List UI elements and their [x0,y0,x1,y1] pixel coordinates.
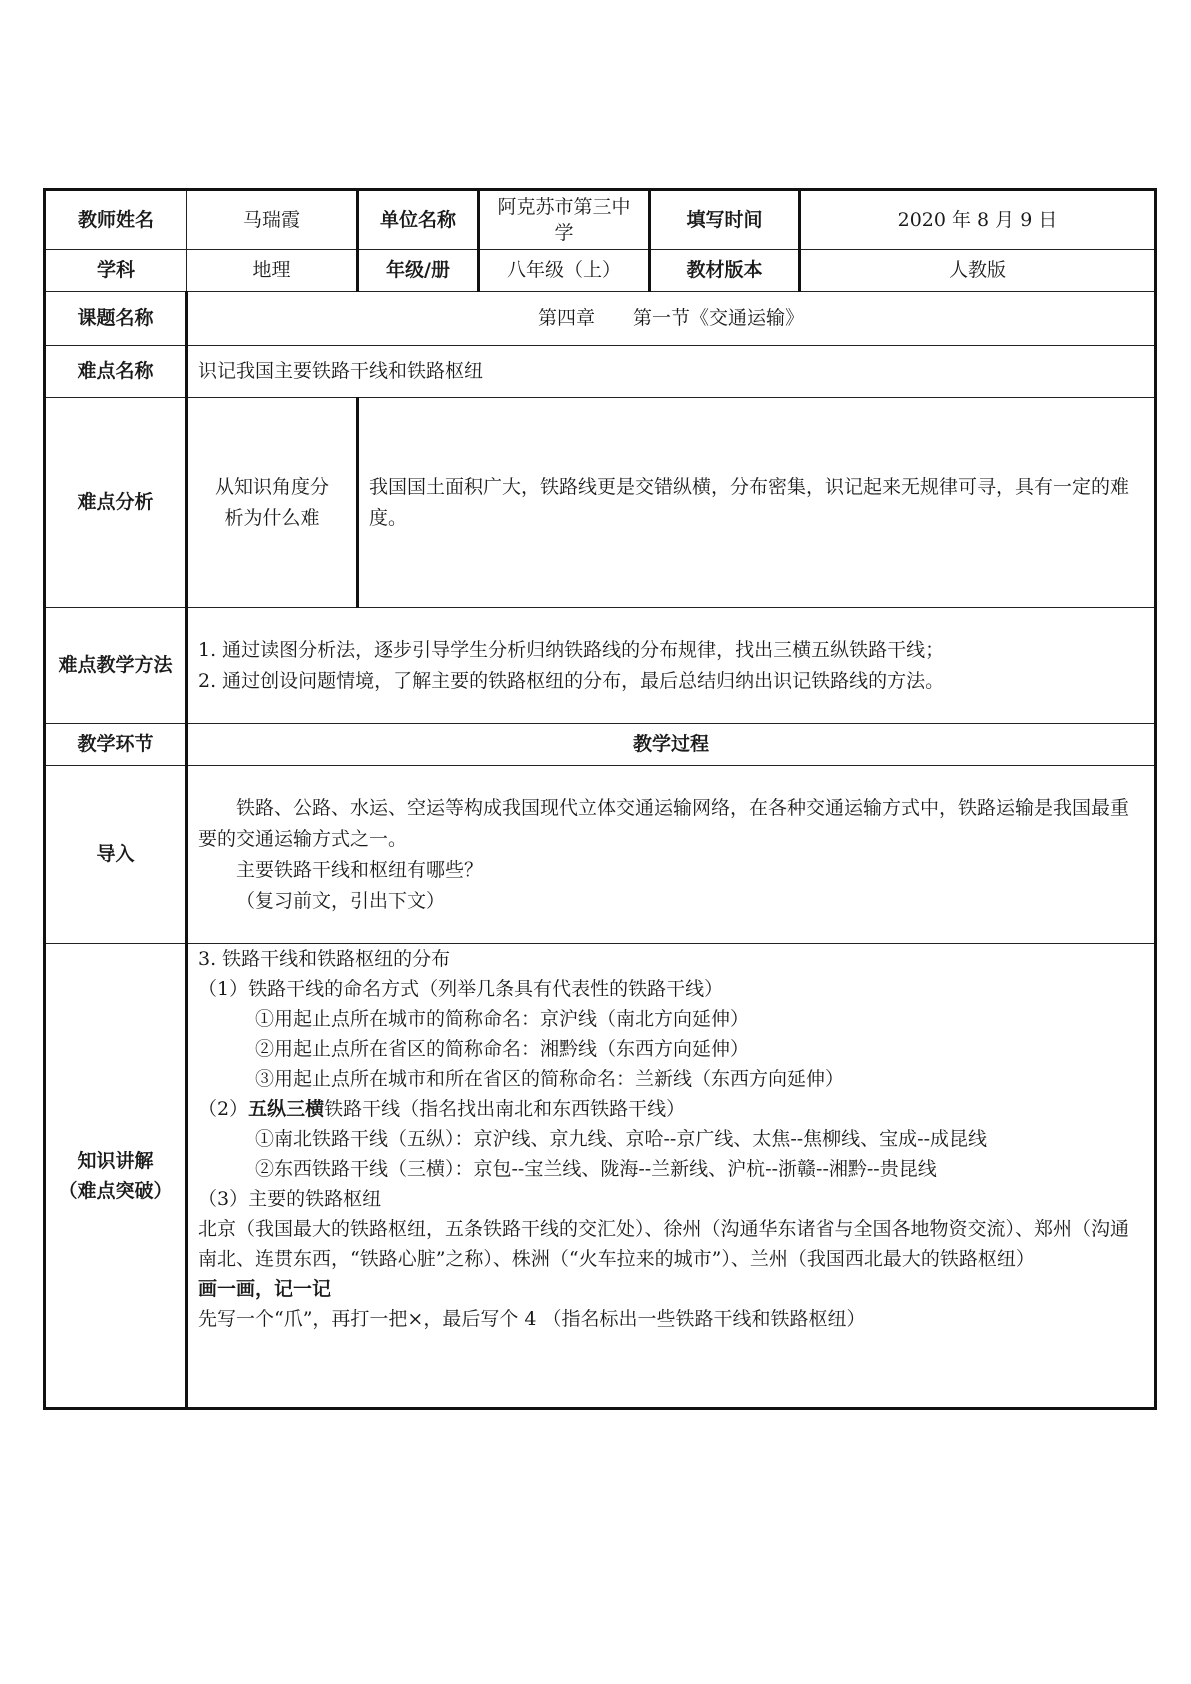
knowledge-label-line-1: 知识讲解 [77,1149,154,1172]
row-difficulty [45,346,1156,398]
row-analysis [45,398,1156,608]
grade-value: 八年级（上） [479,250,650,292]
naming-item-2: ②用起止点所在省区的简称命名：湘黔线（东西方向延伸） [255,1038,750,1060]
draw-title: 画一画，记一记 [198,1278,332,1300]
unit-value: 阿克苏市第三中学 [479,190,650,250]
teacher-value: 马瑞霞 [187,190,358,250]
row-topic [45,292,1156,346]
method-label: 难点教学方法 [45,608,187,724]
lines-heading-rest: 铁路干线（指名找出南北和东西铁路干线） [324,1098,686,1120]
difficulty-label: 难点名称 [45,346,187,398]
row-process-header [45,724,1156,766]
east-west-lines: ②东西铁路干线（三横）：京包--宝兰线、陇海--兰新线、沪杭--浙赣--湘黔--贵昆线 [255,1158,937,1180]
intro-content [187,766,1156,944]
intro-paragraph-3: （复习前文，引出下文） [236,889,446,912]
method-content [187,608,1156,724]
lines-heading [198,1094,1144,1124]
row-intro [45,766,1156,944]
date-value: 2020 年 8 月 9 日 [800,190,1156,250]
method-line-1: 1. 通过读图分析法，逐步引导学生分析归纳铁路线的分布规律，找出三横五纵铁路干线； [198,638,945,661]
row-knowledge [45,944,1156,1409]
row-teacher [45,190,1156,250]
knowledge-label [45,944,187,1409]
intro-paragraph-1: 铁路、公路、水运、空运等构成我国现代立体交通运输网络，在各种交通运输方式中，铁路运输是我国最重要的交通运输方式之一。 [198,796,1130,850]
hubs-text: 北京（我国最大的铁路枢纽，五条铁路干线的交汇处）、徐州（沟通华东诸省与全国各地物资交流）、郑州（沟通南北、连贯东西，“铁路心脏”之称）、株洲（“火车拉来的城市”）、兰州（我国西北最大的铁路枢纽） [198,1218,1130,1270]
knowledge-title: 3. 铁路干线和铁路枢纽的分布 [198,948,451,970]
naming-item-3: ③用起止点所在城市和所在省区的简称命名：兰新线（东西方向延伸） [255,1068,845,1090]
hubs-heading: （3）主要的铁路枢纽 [198,1188,382,1210]
difficulty-value: 识记我国主要铁路干线和铁路枢纽 [187,346,1156,398]
edition-label: 教材版本 [650,250,800,292]
row-method [45,608,1156,724]
analysis-sublabel: 从知识角度分析为什么难 [187,398,358,608]
subject-label: 学科 [45,250,187,292]
process-label: 教学过程 [187,724,1156,766]
knowledge-label-line-2: （难点突破） [58,1179,173,1202]
subject-value: 地理 [187,250,358,292]
edition-value: 人教版 [800,250,1156,292]
intro-label: 导入 [45,766,187,944]
naming-item-1: ①用起止点所在城市的简称命名：京沪线（南北方向延伸） [255,1008,750,1030]
analysis-label: 难点分析 [45,398,187,608]
draw-text: 先写一个“爪”，再打一把×，最后写个 4 （指名标出一些铁路干线和铁路枢纽） [198,1308,866,1330]
lines-heading-bold: 五纵三横 [248,1098,325,1120]
naming-heading: （1）铁路干线的命名方式（列举几条具有代表性的铁路干线） [198,978,724,1000]
intro-paragraph-2: 主要铁路干线和枢纽有哪些？ [236,858,484,881]
lesson-plan-table [43,188,1157,1410]
analysis-value: 我国国土面积广大，铁路线更是交错纵横，分布密集，识记起来无规律可寻，具有一定的难度。 [358,398,1156,608]
row-subject [45,250,1156,292]
topic-value: 第四章 第一节《交通运输》 [187,292,1156,346]
stage-label: 教学环节 [45,724,187,766]
grade-label: 年级/册 [358,250,479,292]
topic-label: 课题名称 [45,292,187,346]
method-line-2: 2. 通过创设问题情境，了解主要的铁路枢纽的分布，最后总结归纳出识记铁路线的方法。 [198,669,945,692]
knowledge-content [187,944,1156,1409]
lines-heading-prefix: （2） [198,1098,249,1120]
teacher-label: 教师姓名 [45,190,187,250]
unit-label: 单位名称 [358,190,479,250]
north-south-lines: ①南北铁路干线（五纵）：京沪线、京九线、京哈--京广线、太焦--焦柳线、宝成--成昆线 [255,1128,988,1150]
date-label: 填写时间 [650,190,800,250]
